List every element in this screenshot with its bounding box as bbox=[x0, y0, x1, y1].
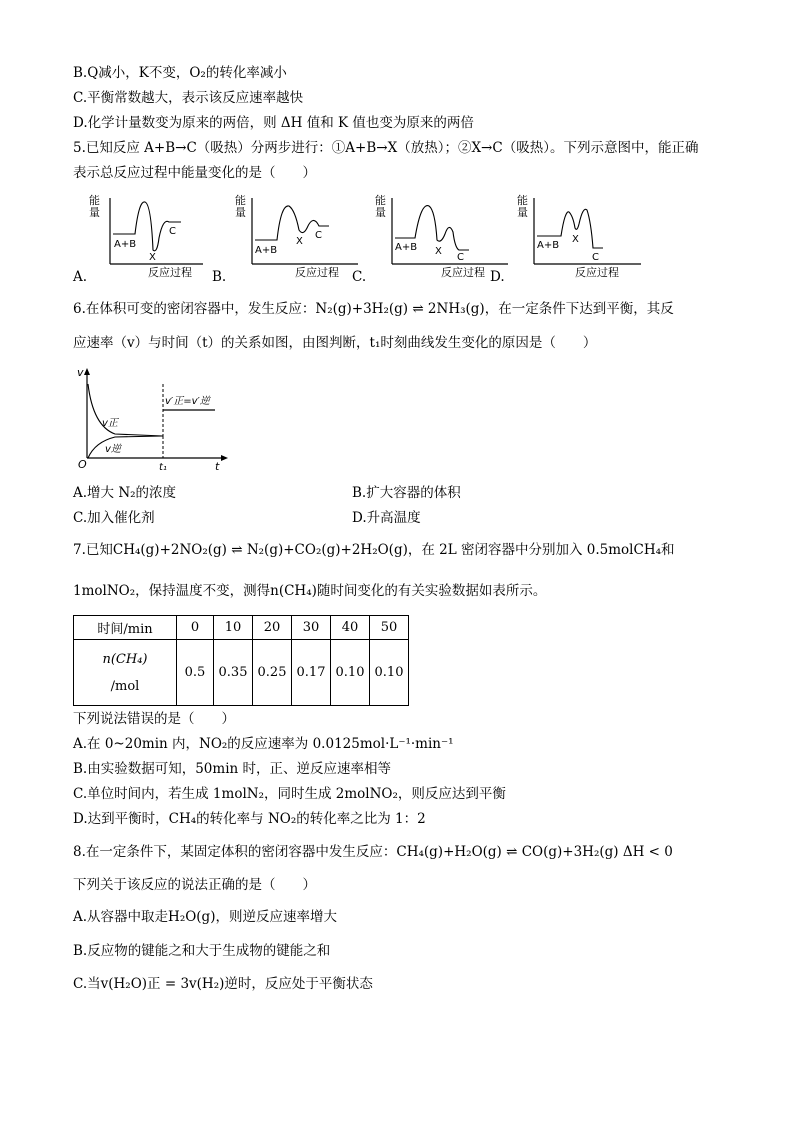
table-row bbox=[74, 616, 409, 640]
q7-prompt: 下列说法错误的是（ ） bbox=[73, 711, 235, 727]
q7-data-table bbox=[73, 615, 409, 706]
q6-rate-time-graph bbox=[75, 366, 235, 478]
time-cell: 10 bbox=[214, 616, 253, 640]
q7-stem-line2: 1molNO₂，保持温度不变，测得n(CH₄)随时间变化的有关实验数据如表所示。 bbox=[73, 583, 547, 599]
origin-label: O bbox=[78, 458, 87, 471]
value-cell: 0.17 bbox=[292, 640, 331, 706]
q6-option-c: C.加入催化剂 bbox=[73, 510, 155, 526]
q5-label-d: D. bbox=[490, 269, 505, 285]
time-cell: 0 bbox=[177, 616, 214, 640]
svg-text:C: C bbox=[592, 252, 599, 263]
v-reverse-label: v逆 bbox=[105, 444, 121, 455]
q8-stem-line1: 8.在一定条件下，某固定体积的密闭容器中发生反应：CH₄(g)+H₂O(g) ⇌ CO(g)+3H₂(g) ΔH < 0 bbox=[73, 844, 673, 860]
t1-label: t₁ bbox=[159, 462, 167, 473]
energy-diagram-b bbox=[235, 193, 358, 279]
row-label-quantity: n(CH₄) bbox=[102, 651, 148, 667]
q4-option-d: D.化学计量数变为原来的两倍，则 ΔH 值和 K 值也变为原来的两倍 bbox=[73, 115, 474, 131]
time-cell: 20 bbox=[253, 616, 292, 640]
diagram-ylabel-bottom: 量 bbox=[89, 206, 100, 219]
time-cell: 50 bbox=[370, 616, 409, 640]
equal-rate-label: v′正=v′逆 bbox=[165, 396, 210, 407]
q8-stem-line2: 下列关于该反应的说法正确的是（ ） bbox=[73, 877, 316, 893]
q5-label-b: B. bbox=[212, 269, 227, 285]
svg-text:量: 量 bbox=[235, 206, 246, 219]
row-label-unit: /mol bbox=[110, 678, 140, 694]
svg-text:A+B: A+B bbox=[395, 242, 418, 253]
svg-text:能: 能 bbox=[375, 194, 386, 207]
value-cell: 0.10 bbox=[331, 640, 370, 706]
diagram-ab-label: A+B bbox=[114, 239, 137, 250]
q7-stem-line1: 7.已知CH₄(g)+2NO₂(g) ⇌ N₂(g)+CO₂(g)+2H₂O(g)，在 2L 密闭容器中分别加入 0.5molCH₄和 bbox=[73, 542, 675, 558]
q4-option-b: B.Q减小，K不变，O₂的转化率减小 bbox=[73, 65, 287, 81]
q4-option-c: C.平衡常数越大，表示该反应速率越快 bbox=[73, 90, 304, 106]
q7-option-a: A.在 0~20min 内，NO₂的反应速率为 0.0125mol·L⁻¹·min⁻¹ bbox=[73, 736, 454, 752]
svg-text:量: 量 bbox=[375, 206, 386, 219]
value-cell: 0.10 bbox=[370, 640, 409, 706]
q7-option-b: B.由实验数据可知，50min 时，正、逆反应速率相等 bbox=[73, 761, 391, 777]
energy-diagram-c bbox=[375, 193, 508, 279]
svg-text:能: 能 bbox=[235, 194, 246, 207]
q5-label-c: C. bbox=[352, 269, 367, 285]
diagram-xlabel: 反应过程 bbox=[148, 266, 192, 279]
table-row bbox=[74, 640, 409, 706]
header-time-label: 时间/min bbox=[74, 616, 177, 640]
svg-text:反应过程: 反应过程 bbox=[575, 266, 619, 279]
q6-option-d: D.升高温度 bbox=[352, 510, 421, 526]
q6-option-b: B.扩大容器的体积 bbox=[352, 485, 461, 501]
diagram-x-label: X bbox=[149, 252, 156, 263]
q5-stem-line2: 表示总反应过程中能量变化的是（ ） bbox=[73, 165, 316, 181]
axis-v-label: v bbox=[77, 366, 84, 379]
value-cell: 0.35 bbox=[214, 640, 253, 706]
svg-text:量: 量 bbox=[517, 206, 528, 219]
svg-text:X: X bbox=[572, 234, 579, 245]
value-cell: 0.5 bbox=[177, 640, 214, 706]
q6-option-a: A.增大 N₂的浓度 bbox=[73, 485, 177, 501]
v-forward-label: v正 bbox=[102, 418, 118, 429]
q8-option-c: C.当v(H₂O)正 = 3v(H₂)逆时，反应处于平衡状态 bbox=[73, 976, 373, 992]
q7-option-d: D.达到平衡时，CH₄的转化率与 NO₂的转化率之比为 1：2 bbox=[73, 811, 426, 827]
q5-stem-line1: 5.已知反应 A+B→C（吸热）分两步进行：①A+B→X（放热）；②X→C（吸热）。下列示意图中，能正确 bbox=[73, 140, 699, 156]
time-cell: 30 bbox=[292, 616, 331, 640]
energy-diagram-a bbox=[89, 193, 203, 279]
q5-label-a: A. bbox=[73, 269, 88, 285]
svg-text:能: 能 bbox=[517, 194, 528, 207]
svg-text:A+B: A+B bbox=[537, 240, 560, 251]
diagram-ylabel-top: 能 bbox=[89, 194, 100, 207]
svg-text:X: X bbox=[435, 246, 442, 257]
q8-option-b: B.反应物的键能之和大于生成物的键能之和 bbox=[73, 943, 331, 959]
q7-option-c: C.单位时间内，若生成 1molN₂，同时生成 2molNO₂，则反应达到平衡 bbox=[73, 786, 506, 802]
diagram-c-label: C bbox=[169, 226, 176, 237]
svg-text:C: C bbox=[315, 230, 322, 241]
q8-option-a: A.从容器中取走H₂O(g)，则逆反应速率增大 bbox=[73, 909, 337, 925]
svg-text:反应过程: 反应过程 bbox=[295, 266, 339, 279]
svg-text:C: C bbox=[457, 252, 464, 263]
q6-stem-line2: 应速率（v）与时间（t）的关系如图，由图判断，t₁时刻曲线发生变化的原因是（ ） bbox=[73, 335, 597, 351]
row-label-n-ch4 bbox=[74, 640, 177, 706]
time-cell: 40 bbox=[331, 616, 370, 640]
svg-text:X: X bbox=[296, 236, 303, 247]
svg-text:A+B: A+B bbox=[255, 245, 278, 256]
axis-t-label: t bbox=[215, 460, 220, 473]
svg-text:反应过程: 反应过程 bbox=[441, 266, 485, 279]
q6-stem-line1: 6.在体积可变的密闭容器中，发生反应：N₂(g)+3H₂(g) ⇌ 2NH₃(g)，在一定条件下达到平衡，其反 bbox=[73, 301, 674, 317]
energy-diagram-d bbox=[517, 193, 641, 279]
value-cell: 0.25 bbox=[253, 640, 292, 706]
